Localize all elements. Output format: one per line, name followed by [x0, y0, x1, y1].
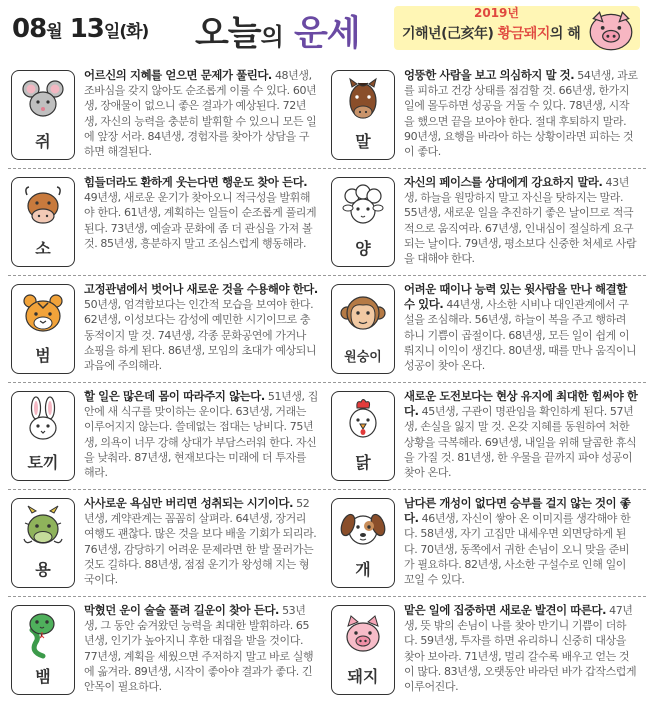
zodiac-card — [11, 177, 75, 267]
fortune-body: 53년생, 그 동안 숨겨왔던 능력을 최대한 발휘하라. 65년생, 인기가 높아지니 후한 대접을 받을 것이다. 77년생, 계획을 세웠으면 주저하지 말고 바로 실행에 옮겨라. 89년생, 시작이 좋아야 결과가 좋다. 긴 안목이 필요하다. — [84, 604, 314, 694]
fortune-body: 45년생, 구관이 명관임을 확인하게 된다. 57년생, 손실을 잃지 말 것. 온갖 지혜를 동원하여 처한 상황을 극복해라. 69년생, 내일을 위해 달콤한 휴식을 가질 것. 81년생, 한 우물을 끝까지 파야 성공이 찾아 온다. — [404, 405, 637, 480]
zodiac-name: 토끼 — [27, 453, 59, 472]
monkey-icon — [338, 289, 388, 339]
fortune-headline: 새로운 도전보다는 현상 유지에 최대한 힘써야 한다. — [404, 389, 638, 419]
fortune-entry-horse — [328, 62, 646, 169]
fortune-entry-dog — [328, 490, 646, 597]
zodiac-name: 닭 — [355, 453, 371, 472]
fortune-text — [404, 282, 638, 373]
date — [12, 14, 148, 44]
fortune-body: 43년생, 하늘을 원망하지 말고 자신을 탓하지는 말라. 55년생, 새로운 일을 추진하기 좋은 날이므로 적극적으로 움직여라. 67년생, 인내심이 절실하게 요구되는 날이다. 79년생, 평소보다 신중한 처세로 사람을 대해야 한다. — [404, 176, 637, 266]
fortune-body: 48년생, 조바심을 갖지 않아도 순조롭게 이룰 수 있다. 60년생, 장애물이 없으니 좋은 결과가 예상된다. 72년생, 자신의 능력을 충분히 발휘할 수 있으니 모든 일에 앞장 서라. 84년생, 경험자를 찾아가 상담을 구하면 해결된다. — [84, 69, 317, 159]
zodiac-name: 범 — [35, 346, 51, 365]
dragon-icon — [18, 503, 68, 553]
snake-icon — [18, 610, 68, 660]
year-text-c: 의 해 — [549, 26, 581, 42]
fortune-entry-pig — [328, 597, 646, 703]
ox-icon — [18, 182, 68, 232]
fortune-entry-dragon — [8, 490, 326, 597]
zodiac-card — [331, 70, 395, 160]
tiger-icon — [18, 289, 68, 339]
fortune-text — [84, 496, 318, 587]
year-text — [402, 23, 580, 43]
fortune-text — [404, 603, 638, 694]
zodiac-name: 쥐 — [35, 132, 51, 151]
zodiac-card — [331, 284, 395, 374]
pig-logo-icon — [585, 4, 637, 56]
pig-icon — [338, 610, 388, 660]
fortune-headline: 힘들더라도 환하게 웃는다면 행운도 찾아 든다. — [84, 175, 308, 189]
fortune-headline: 사사로운 욕심만 버리면 성취되는 시기이다. — [84, 496, 294, 510]
fortune-entry-rat — [8, 62, 326, 169]
fortune-body: 51년생, 집안에 새 식구를 맞이하는 운이다. 63년생, 거래는 이루어지지 않는다. 쓸데없는 접대는 낭비다. 75년생, 의욕이 너무 강해 상대가 부담스러워 한다. 자신을 낮춰라. 87년생, 현재보다는 미래에 더 투자를 해라. — [84, 390, 318, 480]
fortune-headline: 자신의 페이스를 상대에게 강요하지 말라. — [404, 175, 603, 189]
zodiac-name: 용 — [35, 560, 51, 579]
title-today: 오늘 — [195, 14, 261, 54]
fortune-text — [84, 68, 318, 159]
fortune-text — [404, 175, 638, 266]
fortune-entry-ox — [8, 169, 326, 276]
month-number: 08 — [12, 14, 47, 44]
fortune-body: 49년생, 새로운 운기가 찾아오니 적극성을 발휘해야 한다. 61년생, 계획하는 일들이 순조롭게 풀리게 된다. 73년생, 예술과 문화에 좀 더 관심을 가져 볼 것. 85년생, 흥분하지 말고 조심스럽게 행동해라. — [84, 191, 317, 250]
zodiac-name: 원숭이 — [344, 350, 382, 365]
fortune-text — [404, 68, 638, 159]
zodiac-name: 말 — [355, 132, 371, 151]
zodiac-name: 개 — [355, 560, 371, 579]
fortune-body: 52년생, 계약관계는 꼼꼼히 살펴라. 64년생, 장거리 여행도 괜찮다. 많은 것을 보다 배울 기회가 되리라. 76년생, 감당하기 어려운 문제라면 한 발 물러가는 것도 길하다. 88년생, 점점 운기가 왕성해 지는 형국이다. — [84, 497, 317, 587]
rooster-icon — [338, 396, 388, 446]
fortune-text — [404, 389, 638, 480]
rabbit-icon — [18, 396, 68, 446]
zodiac-card — [11, 498, 75, 588]
dog-icon — [338, 503, 388, 553]
day-number: 13 — [69, 14, 104, 44]
fortune-body: 44년생, 사소한 시비나 대인관계에서 구설을 조심해라. 56년생, 하늘이 복을 주고 행하려 하니 기쁨이 곱절이다. 68년생, 모든 일이 쉽게 이뤄지니 이익이 생긴다. 80년생, 때를 만나 움직이니 성공이 찾아 온다. — [404, 298, 637, 373]
fortune-text — [404, 496, 638, 587]
fortune-entry-snake — [8, 597, 326, 703]
fortune-entry-sheep — [328, 169, 646, 276]
fortune-column-right — [328, 62, 646, 703]
fortune-headline: 고정관념에서 벗어나 새로운 것을 수용해야 한다. — [84, 282, 318, 296]
rat-icon — [18, 75, 68, 125]
fortune-entry-rooster — [328, 383, 646, 490]
title-particle: 의 — [260, 23, 283, 51]
zodiac-card — [331, 177, 395, 267]
fortune-entry-monkey — [328, 276, 646, 383]
zodiac-card — [11, 391, 75, 481]
fortune-headline: 어르신의 지혜를 얻으면 문제가 풀린다. — [84, 68, 272, 82]
fortune-headline: 막혔던 운이 술술 풀려 길운이 찾아 든다. — [84, 603, 279, 617]
zodiac-card — [11, 605, 75, 695]
fortune-headline: 할 일은 많은데 몸이 따라주지 않는다. — [84, 389, 265, 403]
title-fortune: 운세 — [294, 14, 360, 54]
zodiac-card — [331, 391, 395, 481]
fortune-entry-tiger — [8, 276, 326, 383]
horse-icon — [338, 75, 388, 125]
zodiac-name: 소 — [35, 239, 51, 258]
year-text-a: 기해년(己亥年) — [402, 26, 494, 42]
fortune-text — [84, 389, 318, 480]
fortune-body: 47년생, 뜻 밖의 손님이 나를 찾아 반기니 기쁨이 더하다. 59년생, 투자를 하면 유리하니 신중히 대상을 찾아 보아라. 71년생, 멀리 갈수록 배우고 얻는 것이 많다. 83년생, 오랫동안 바라던 바가 갑작스럽게 이루어진다. — [404, 604, 637, 694]
page-header — [0, 0, 649, 62]
fortune-body: 54년생, 과로를 피하고 건강 상태를 점검할 것. 66년생, 한가지 일에 몰두하면 성공을 거둘 수 있다. 78년생, 시작을 했으면 끝을 보아야 한다. 절대 후퇴하지 말라. 90년생, 요행을 바라아 하는 상황이라면 피하는 것이 좋다. — [404, 69, 638, 159]
fortune-column-left — [8, 62, 326, 703]
fortune-text — [84, 282, 318, 373]
year-text-highlight: 황금돼지 — [497, 26, 550, 42]
fortune-headline: 어려운 때이나 능력 있는 윗사람을 만나 해결할 수 있다. — [404, 282, 627, 312]
fortune-headline: 남다른 개성이 없다면 승부를 걸지 않는 것이 좋다. — [404, 496, 631, 526]
month-unit: 월 — [46, 22, 62, 42]
year-label: 2019년 — [474, 6, 519, 20]
fortune-headline: 맡은 일에 집중하면 새로운 발견이 따른다. — [404, 603, 607, 617]
fortune-text — [84, 175, 318, 251]
zodiac-name: 돼지 — [347, 667, 379, 686]
zodiac-name: 양 — [355, 239, 371, 258]
page-title — [195, 6, 360, 56]
zodiac-name: 뱀 — [35, 667, 51, 686]
fortune-body: 46년생, 자신이 쌓아 온 이미지를 생각해야 한다. 58년생, 자기 고집만 내세우면 외면당하게 된다. 70년생, 동쪽에서 귀한 손님이 오니 맞을 준비가 필요하다. 82년생, 사소한 구설수로 인해 일이 꼬일 수 있다. — [404, 512, 631, 587]
zodiac-card — [331, 605, 395, 695]
fortune-body: 50년생, 엄격함보다는 인간적 모습을 보여야 한다. 62년생, 이성보다는 감성에 예민한 시기이므로 충동적이지 말 것. 74년생, 각종 문화공연에 가거나 쇼핑을 하게 된다. 86년생, 모임의 초대가 예상되니 과음에 주의해라. — [84, 298, 317, 373]
zodiac-card — [11, 284, 75, 374]
zodiac-card — [11, 70, 75, 160]
fortune-headline: 엉뚱한 사람을 보고 의심하지 말 것. — [404, 68, 575, 82]
zodiac-card — [331, 498, 395, 588]
weekday: (화) — [119, 22, 149, 42]
day-unit: 일 — [103, 22, 120, 42]
fortune-entry-rabbit — [8, 383, 326, 490]
sheep-icon — [338, 182, 388, 232]
fortune-text — [84, 603, 318, 694]
